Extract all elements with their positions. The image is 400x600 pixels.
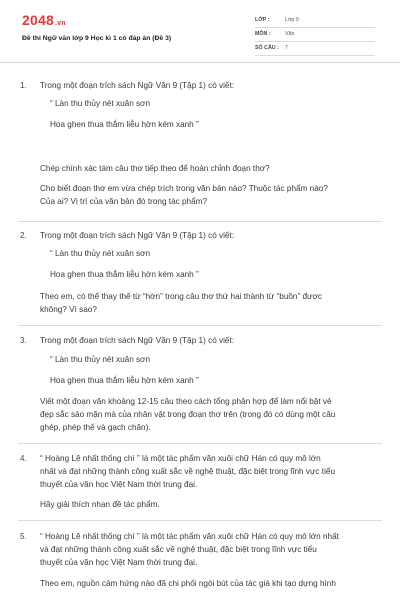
meta-count-row <box>255 42 375 56</box>
question-text-line-1: “ Hoàng Lê nhất thống chí ” là một tác phẩm văn xuôi chữ Hán có quy mô lớn <box>40 454 321 463</box>
question-prompt-line-1: Cho biết đoạn thơ em vừa chép trích trong văn bản nào? Thuộc tác phẩm nào? <box>40 184 328 193</box>
poem-line-2: Hoa ghen thua thắm liễu hờn kém xanh ” <box>50 376 199 385</box>
question-prompt: Hãy giải thích nhan đề tác phẩm. <box>40 500 160 509</box>
question-prompt-line-3: ghép, phép thế và gạch chân). <box>40 423 151 432</box>
question-intro: Trong một đoạn trích sách Ngữ Văn 9 (Tập 1) có viết: <box>40 231 235 240</box>
meta-count-value: 7 <box>285 45 288 51</box>
question-divider <box>18 221 382 222</box>
meta-class-value: Lớp 9 <box>285 17 299 23</box>
question-text-line-2: và đạt những thành công xuất sắc về nghệ thuật, đặc biệt trong lĩnh vực tiểu <box>40 545 317 554</box>
meta-subject-value: Văn <box>285 31 295 37</box>
question-prompt-line-1: Viết một đoạn văn khoảng 12-15 câu theo cách tổng phân hợp để làm nổi bật vẻ <box>40 397 332 406</box>
document-meta <box>255 14 375 56</box>
question-prompt-line-2: đẹp sắc sảo mặn mà của nhân vật trong đoạn thơ trên (trong đó có dùng một câu <box>40 410 336 419</box>
logo-text: 2048 <box>22 12 54 28</box>
question-number: 5. <box>20 532 27 541</box>
poem-line-1: “ Làn thu thủy nét xuân sơn <box>50 99 151 108</box>
question-prompt-line-1: Theo em, có thể thay thế từ “hờn” trong câu thơ thứ hai thành từ “buồn” được <box>40 292 322 301</box>
question-number: 2. <box>20 231 27 240</box>
meta-subject-row <box>255 28 375 42</box>
header-divider <box>0 62 400 63</box>
question-prompt-line-2: Của ai? Vị trí của văn bản đó trong tác phẩm? <box>40 197 208 206</box>
question-prompt: Chép chính xác tám câu thơ tiếp theo để hoàn chỉnh đoạn thơ? <box>40 164 270 173</box>
poem-line-1: “ Làn thu thủy nét xuân sơn <box>50 355 151 364</box>
poem-line-2: Hoa ghen thua thắm liễu hờn kém xanh ” <box>50 270 199 279</box>
question-text-line-2: nhất và đạt những thành công xuất sắc về nghệ thuật, đặc biệt trong lĩnh vực tiểu <box>40 467 335 476</box>
question-intro: Trong một đoạn trích sách Ngữ Văn 9 (Tập 1) có viết: <box>40 81 235 90</box>
question-text-line-1: “ Hoàng Lê nhất thống chí ” là một tác phẩm văn xuôi chữ Hán có quy mô lớn nhất <box>40 532 339 541</box>
page-header <box>0 0 400 60</box>
question-number: 1. <box>20 81 27 90</box>
question-prompt-line-2: không? Vì sao? <box>40 305 97 314</box>
meta-subject-label: MÔN : <box>255 31 271 37</box>
question-text-line-3: thuyết của văn học Việt Nam thời trung đại. <box>40 558 198 567</box>
question-intro: Trong một đoạn trích sách Ngữ Văn 9 (Tập 1) có viết: <box>40 336 235 345</box>
meta-count-label: SỐ CÂU : <box>255 45 279 51</box>
logo-suffix: .vn <box>54 20 66 27</box>
question-number: 4. <box>20 454 27 463</box>
poem-line-1: “ Làn thu thủy nét xuân sơn <box>50 249 151 258</box>
question-prompt-line-1: Theo em, nguồn cảm hứng nào đã chi phối ngòi bút của tác giả khi tạo dựng hình <box>40 579 336 588</box>
document-title: Đề thi Ngữ văn lớp 9 Học kì 1 có đáp án (Đề 3) <box>22 35 172 42</box>
meta-class-label: LỚP : <box>255 17 270 23</box>
meta-class-row <box>255 14 375 28</box>
question-divider <box>18 520 382 521</box>
question-text-line-3: thuyết của văn học Việt Nam thời trung đại. <box>40 480 198 489</box>
site-logo[interactable] <box>22 12 66 28</box>
question-divider <box>18 443 382 444</box>
question-divider <box>18 325 382 326</box>
question-number: 3. <box>20 336 27 345</box>
poem-line-2: Hoa ghen thua thắm liễu hờn kém xanh ” <box>50 120 199 129</box>
